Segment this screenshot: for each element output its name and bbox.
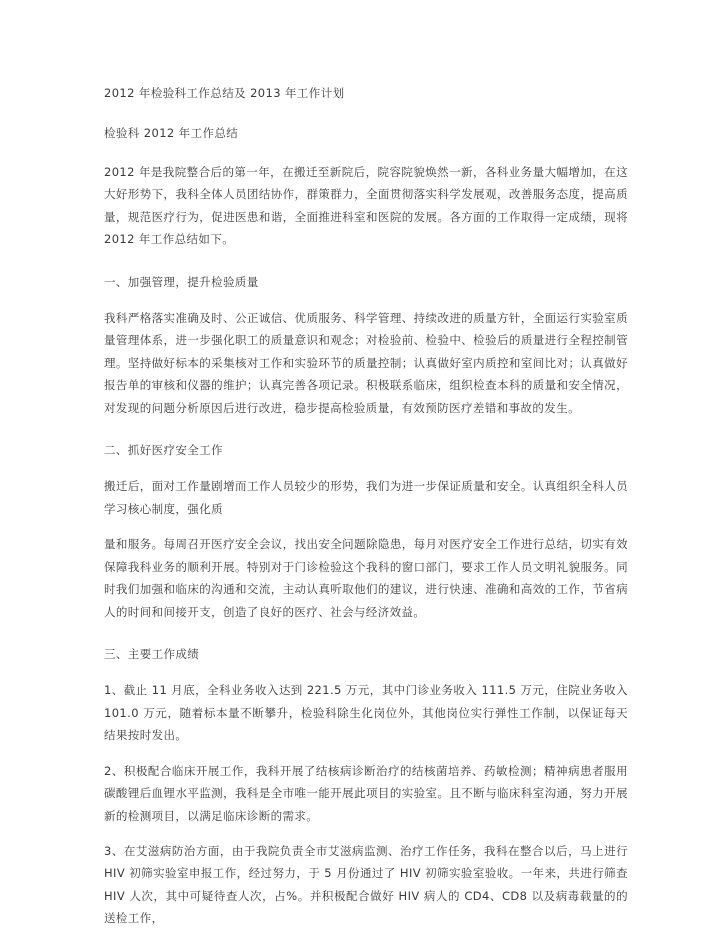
section-heading-1: 一、加强管理，提升检验质量: [104, 274, 259, 289]
section-heading-2: 二、抓好医疗安全工作: [104, 443, 223, 458]
document-title: 2012 年检验科工作总结及 2013 年工作计划: [104, 86, 345, 100]
document-body: [104, 82, 628, 930]
section-3-paragraph-3: 3、在艾滋病防治方面，由于我院负责全市艾滋病监测、治疗工作任务，我科在整合以后，马上进行 HIV 初筛实验室申报工作，经过努力，于 5 月份通过了 HIV 初筛实验室验收。一年来，共进行筛查 HIV 人次，其中可疑待查人次，占%。并积极配合做好 HIV 病人的 CD4、CD8 以及病毒载量的的送检工作，: [104, 843, 628, 926]
section-2-paragraph-1: 搬迁后，面对工作量剧增而工作人员较少的形势，我们为进一步保证质量和安全。认真组织全科人员学习核心制度，强化质: [104, 479, 628, 516]
document-subtitle: 检验科 2012 年工作总结: [104, 126, 239, 141]
section-2-paragraph-2: 量和服务。每周召开医疗安全会议，找出安全问题除隐患，每月对医疗安全工作进行总结，切实有效保障我科业务的顺利开展。特别对于门诊检验这个我科的窗口部门，要求工作人员文明礼貌服务。同时我们加强和临床的沟通和交流，主动认真听取他们的建议，进行快速、准确和高效的工作，节省病人的时间和间接开支，创造了良好的医疗、社会与经济效益。: [104, 537, 628, 619]
section-3-paragraph-2: 2、积极配合临床开展工作，我科开展了结核病诊断治疗的结核菌培养、药敏检测；精神病患者服用碳酸锂后血锂水平监测，我科是全市唯一能开展此项目的实验室。且不断与临床科室沟通，努力开展新的检测项目，以满足临床诊断的需求。: [104, 763, 628, 823]
section-1-paragraph-1: 我科严格落实准确及时、公正诚信、优质服务、科学管理、持续改进的质量方针，全面运行实验室质量管理体系，进一步强化职工的质量意识和观念；对检验前、检验中、检验后的质量进行全程控制管理。坚持做好标本的采集核对工作和实验环节的质量控制；认真做好室内质控和室间比对；认真做好报告单的审核和仪器的维护；认真完善各项记录。积极联系临床，组织检查本科的质量和安全情况，对发现的问题分析原因后进行改进，稳步提高检验质量，有效预防医疗差错和事故的发生。: [104, 310, 628, 415]
intro-paragraph: 2012 年是我院整合后的第一年，在搬迁至新院后，院容院貌焕然一新，各科业务量大幅增加，在这大好形势下，我科全体人员团结协作，群策群力，全面贯彻落实科学发展观，改善服务态度，提高质量，规范医疗行为，促进医患和谐，全面推进科室和医院的发展。各方面的工作取得一定成绩，现将 2012 年工作总结如下。: [104, 164, 628, 247]
section-heading-3: 三、主要工作成绩: [104, 647, 200, 662]
section-3-paragraph-1: 1、截止 11 月底，全科业务收入达到 221.5 万元，其中门诊业务收入 111.5 万元，住院业务收入 101.0 万元，随着标本量不断攀升，检验科除生化岗位外，其他岗位实行弹性工作制，以保证每天结果按时发出。: [104, 683, 628, 743]
